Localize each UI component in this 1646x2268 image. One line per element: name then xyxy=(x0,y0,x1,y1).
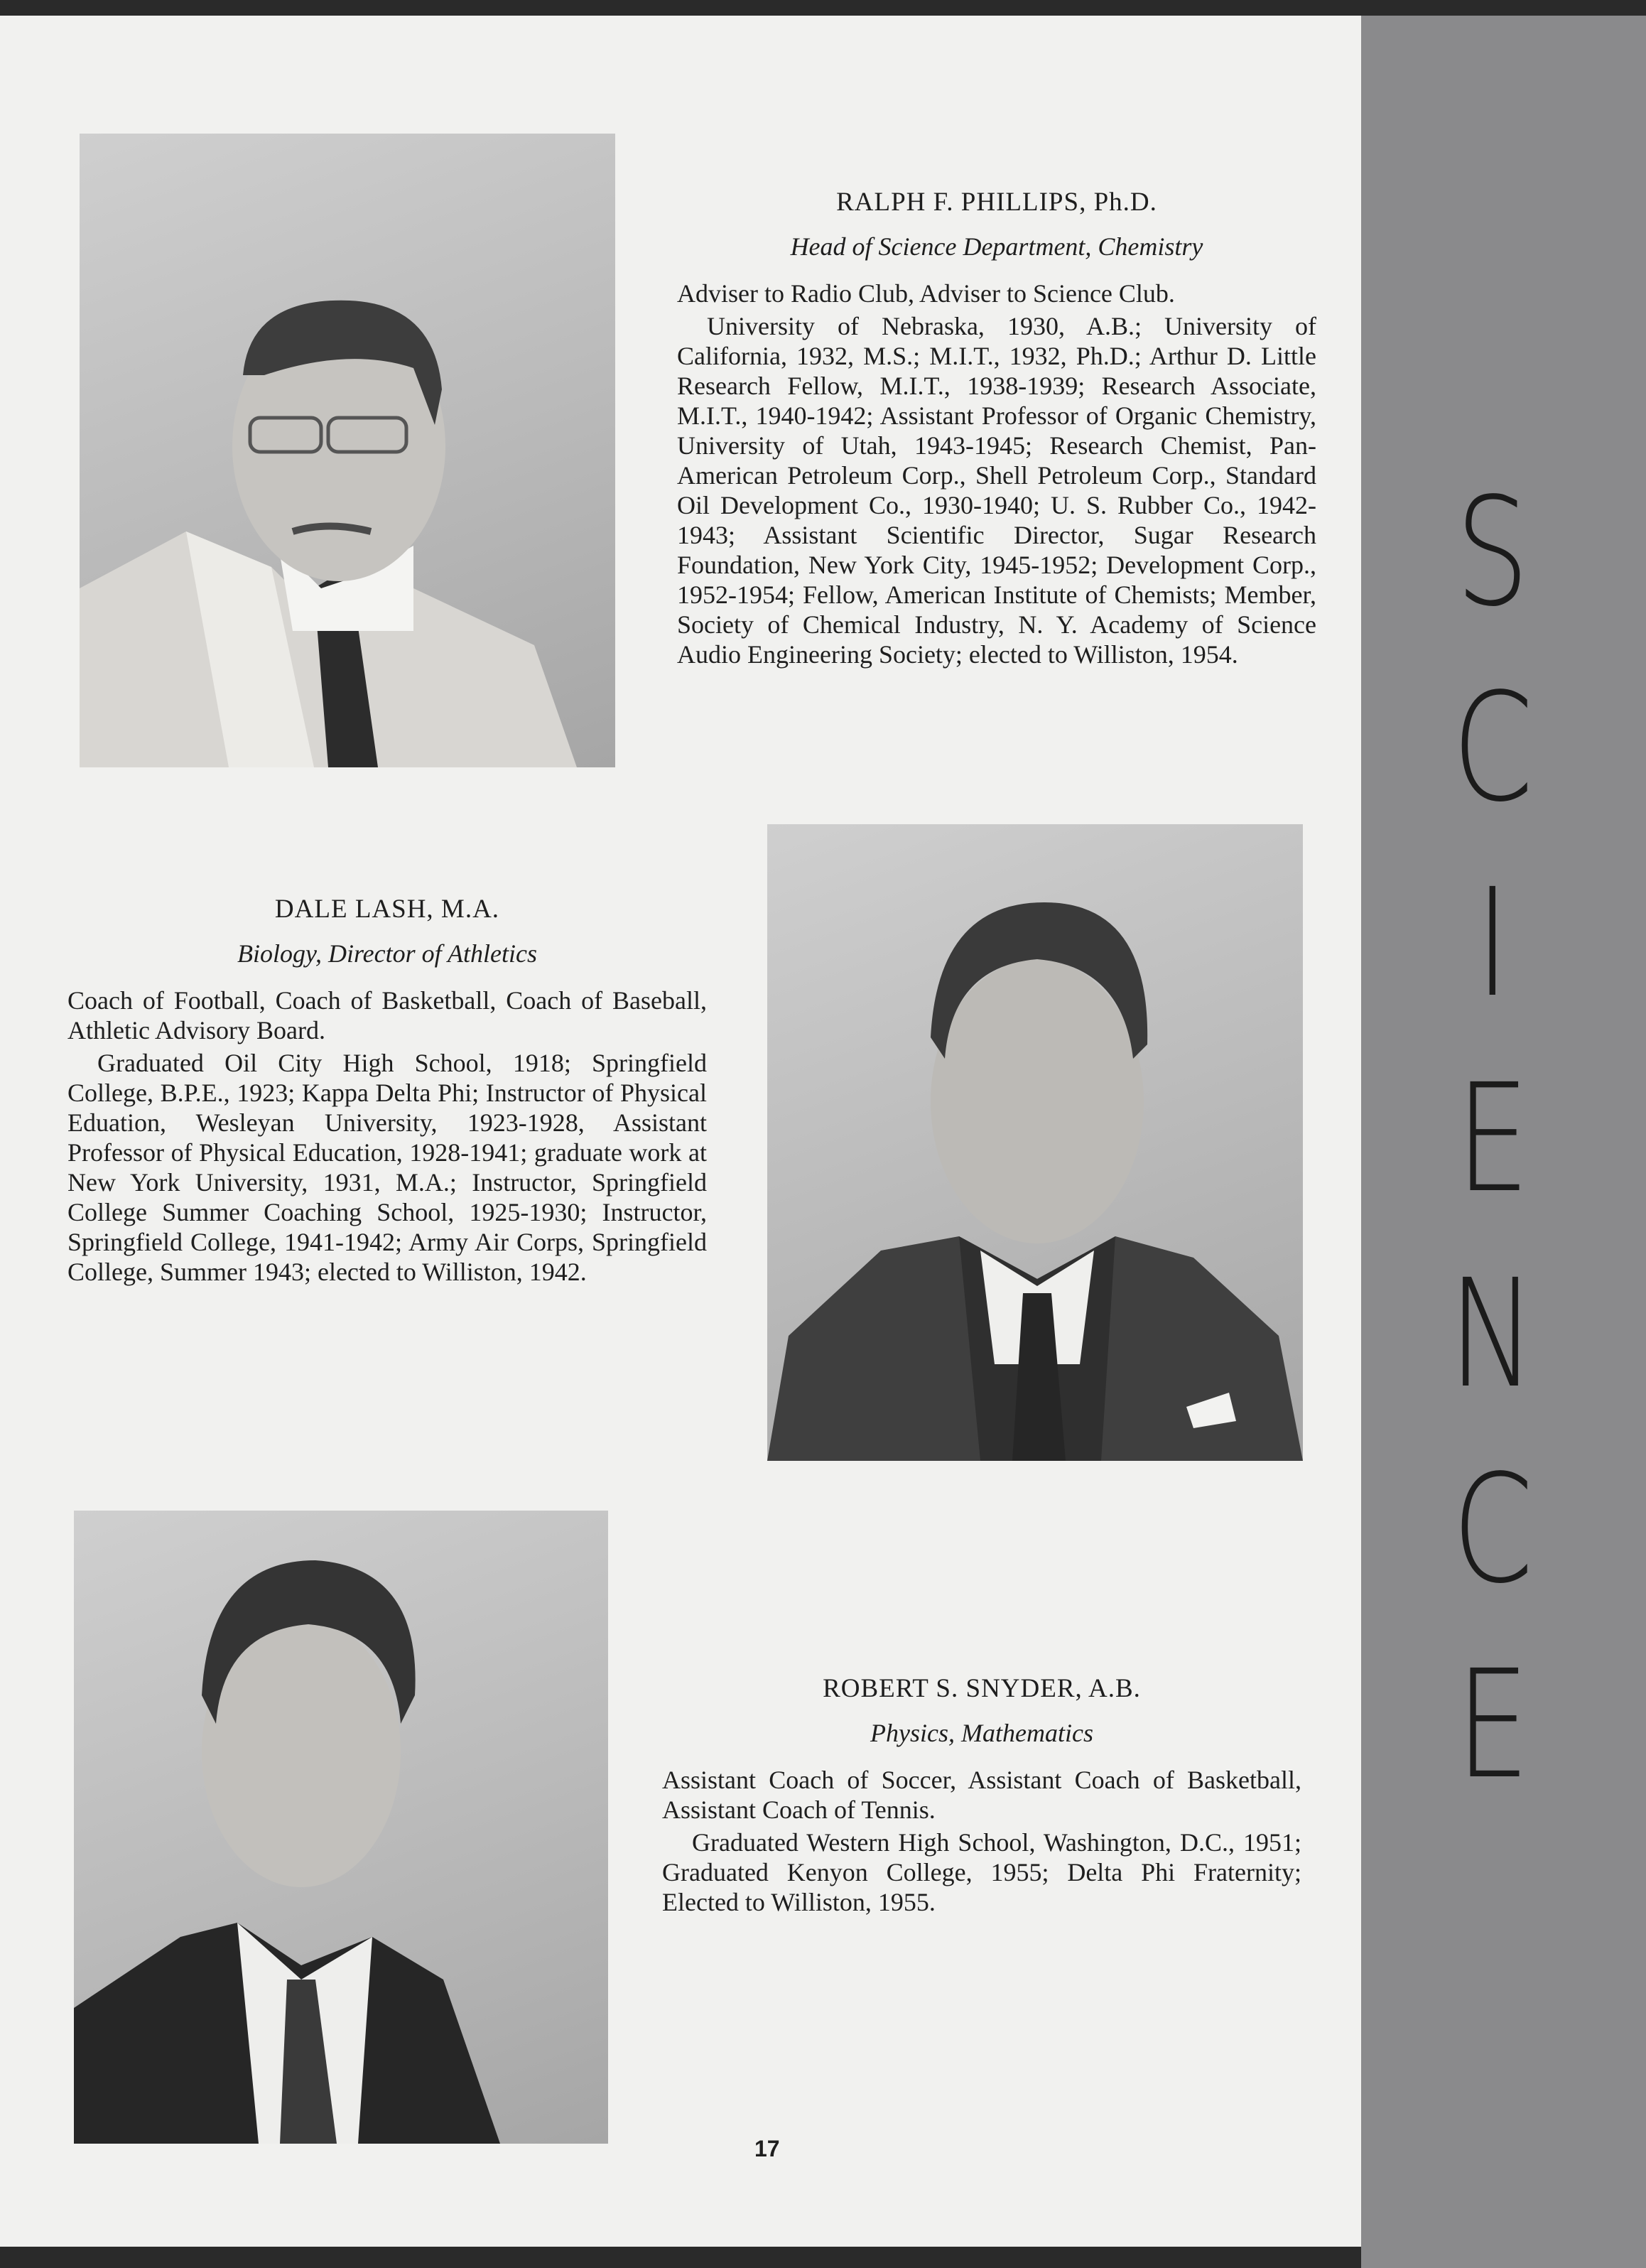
faculty-history: University of Nebraska, 1930, A.B.; University of California, 1932, M.S.; M.I.T., 1932, Ph.D.; Arthur D. Little Research Fellow, M.I.T., 1938-1939; Research Associate, M.I.T., 1940-1942; Assistant Professor of Organic Chemistry, University of Utah, 1943-1945; Research Chemist, Pan-American Petroleum Corp., Shell Petroleum Corp., Standard Oil Development Co., 1930-1940; U. S. Rubber Co., 1942-1943; Assistant Scientific Director, Sugar Research Foundation, New York City, 1945-1952; Development Corp., 1952-1954; Fellow, American Institute of Chemists; Member, Society of Chemical Industry, N. Y. Academy of Science Audio Engineering Society; elected to Williston, 1954. xyxy=(677,312,1316,669)
portrait-icon xyxy=(80,134,615,767)
faculty-duties: Adviser to Radio Club, Adviser to Science Club. xyxy=(677,279,1175,308)
faculty-bio xyxy=(677,187,1316,669)
side-label-letter: S xyxy=(1456,465,1529,639)
faculty-bio xyxy=(662,1673,1301,1917)
faculty-duties: Assistant Coach of Soccer, Assistant Coach of Basketball, Assistant Coach of Tennis. xyxy=(662,1766,1301,1824)
faculty-name: DALE LASH, M.A. xyxy=(274,895,500,924)
faculty-history: Graduated Oil City High School, 1918; Springfield College, B.P.E., 1923; Kappa Delta Phi; Instructor of Physical Eduation, Wesleyan University, 1923-1928, Assistant Professor of Physical Education, 1928-1941; graduate work at New York University, 1931, M.A.; Instructor, Springfield College Summer Coaching School, 1925-1930; Instructor, Springfield College, 1941-1942; Army Air Corps, Springfield College, Summer 1943; elected to Williston, 1942. xyxy=(67,1049,707,1286)
faculty-bio xyxy=(67,894,707,1287)
faculty-name: RALPH F. PHILLIPS, Ph.D. xyxy=(836,188,1157,217)
faculty-history: Graduated Western High School, Washington, D.C., 1951; Graduated Kenyon College, 1955; Delta Phi Fraternity; Elected to Williston, 1955. xyxy=(662,1828,1301,1916)
side-label-letter: E xyxy=(1456,1052,1529,1226)
portrait-icon xyxy=(74,1511,608,2144)
page-number: 17 xyxy=(754,2136,780,2161)
side-label-letter: E xyxy=(1456,1638,1529,1812)
faculty-photo xyxy=(767,824,1303,1461)
faculty-duties: Coach of Football, Coach of Basketball, Coach of Baseball, Athletic Advisory Board. xyxy=(67,986,707,1044)
faculty-subjects: Physics, Mathematics xyxy=(870,1719,1093,1747)
side-label-letter: I xyxy=(1475,856,1510,1030)
side-label-letter: N xyxy=(1449,1247,1537,1421)
faculty-name: ROBERT S. SNYDER, A.B. xyxy=(823,1674,1141,1703)
faculty-photo xyxy=(74,1511,608,2144)
portrait-icon xyxy=(767,824,1303,1461)
faculty-photo xyxy=(80,134,615,767)
faculty-subjects: Biology, Director of Athletics xyxy=(237,939,537,968)
faculty-subjects: Head of Science Department, Chemistry xyxy=(790,232,1203,261)
side-label-letter: C xyxy=(1451,661,1534,835)
side-label-letter: C xyxy=(1451,1442,1534,1616)
side-label xyxy=(1361,455,1624,1822)
